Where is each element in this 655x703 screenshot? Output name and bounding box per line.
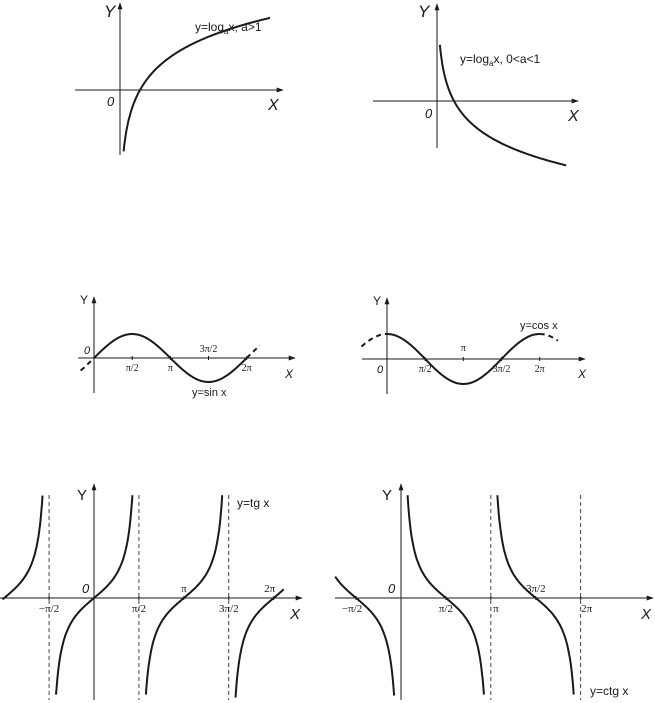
x-tick-label: π — [493, 603, 499, 615]
x-tick-label: π/2 — [438, 603, 453, 615]
y-axis-label: Y — [373, 294, 382, 308]
chart-log-a-gt-1 — [75, 2, 283, 155]
cos-curve-extension-right — [540, 334, 558, 341]
x-axis-label: X — [290, 606, 301, 623]
origin-label: 0 — [84, 345, 91, 357]
function-label: $y=\log_ax$, a>1 — [195, 20, 262, 36]
x-tick-label: 2π — [264, 583, 276, 595]
function-label: $y=\log_ax$, 0<a<1 — [460, 52, 541, 68]
cos-curve-extension-left — [362, 334, 388, 347]
chart-tg — [0, 484, 302, 700]
x-tick-label: 3π/2 — [199, 344, 218, 355]
sin-curve-extension-right — [247, 346, 260, 359]
y-axis-label: Y — [77, 487, 88, 504]
ctg-curve — [335, 495, 574, 695]
y-axis-label: Y — [80, 293, 89, 307]
chart-ctg — [335, 484, 653, 700]
sin-curve-extension-left — [81, 358, 94, 371]
x-axis-label: X — [641, 606, 652, 623]
x-tick-label: π — [460, 343, 466, 354]
tg-curve — [3, 495, 284, 697]
x-axis-label: X — [268, 97, 279, 114]
origin-label: 0 — [107, 94, 115, 109]
chart-sin — [78, 293, 295, 399]
origin-label: 0 — [388, 581, 396, 596]
x-tick-label: 3π/2 — [525, 583, 546, 595]
y-axis-label: Y — [382, 487, 393, 504]
y-axis-label: Y — [104, 2, 116, 21]
x-tick-label: π — [167, 363, 173, 374]
chart-log-a-lt-1 — [373, 2, 580, 165]
origin-label: 0 — [82, 581, 90, 596]
log-a-gt-1-curve — [124, 18, 270, 152]
x-tick-label: π/2 — [131, 603, 146, 615]
function-label: y=sin x — [192, 387, 227, 399]
function-label: y=tg x — [237, 496, 270, 510]
x-tick-label: 3π/2 — [218, 603, 239, 615]
y-axis-label: Y — [418, 2, 430, 21]
x-axis-label: X — [578, 367, 587, 381]
x-tick-label: 2π — [534, 364, 545, 375]
origin-label: 0 — [377, 364, 384, 376]
x-tick-label: −π/2 — [38, 603, 60, 615]
x-tick-label: 3π/2 — [492, 364, 511, 375]
x-tick-label: π/2 — [418, 364, 432, 375]
x-axis-label: X — [285, 367, 294, 381]
chart-cos — [362, 294, 588, 394]
x-tick-label: 2π — [581, 603, 593, 615]
x-tick-label: π/2 — [125, 363, 139, 374]
x-tick-label: π — [181, 583, 187, 595]
origin-label: 0 — [425, 106, 433, 121]
function-label: y=cos x — [520, 320, 558, 332]
x-axis-label: X — [568, 108, 579, 125]
function-label: y=ctg x — [590, 684, 629, 698]
x-tick-label: −π/2 — [341, 603, 363, 615]
x-tick-label: 2π — [241, 363, 252, 374]
